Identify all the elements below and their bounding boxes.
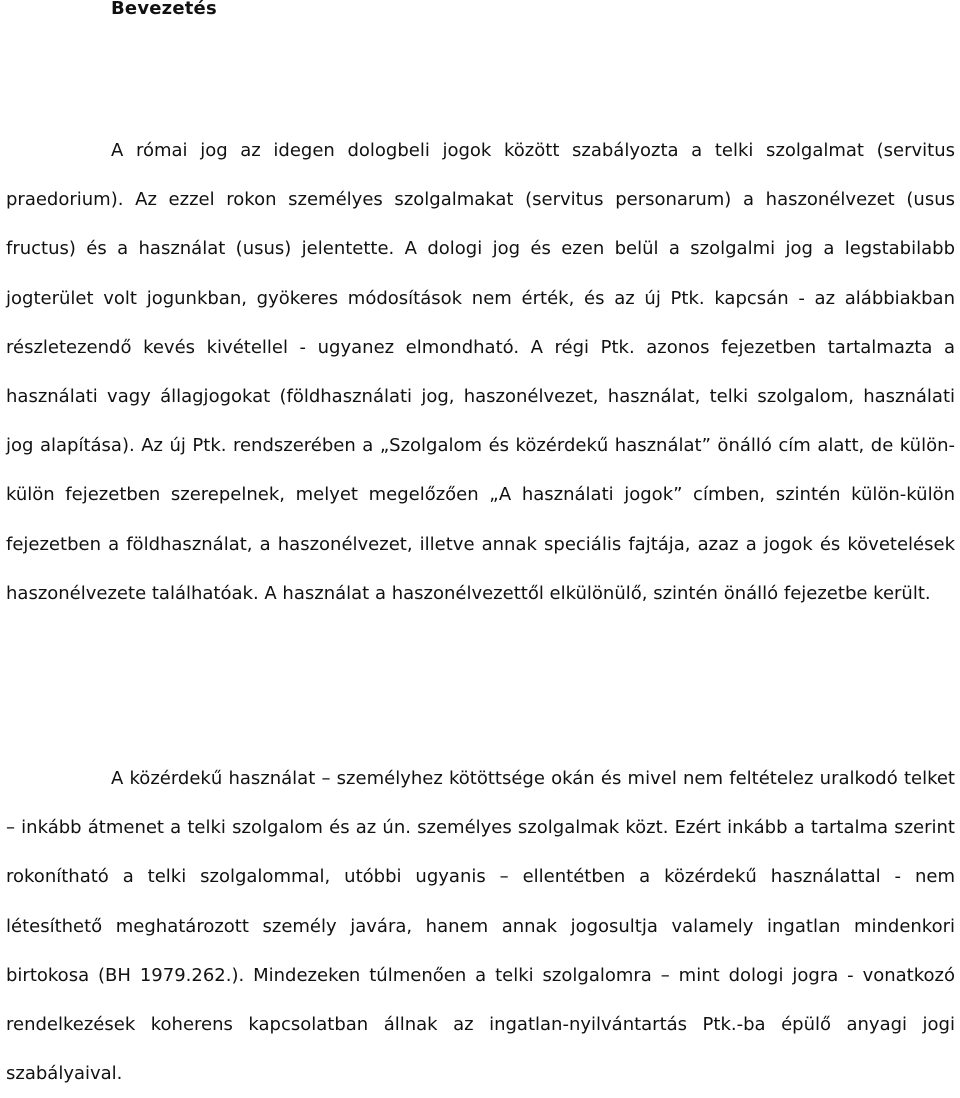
paragraph-1: A római jog az idegen dologbeli jogok között szabályozta a telki szolgalmat (servitus praedorium). Az ezzel rokon személyes szolgalmakat (servitus personarum) a haszonélvezet (usus fructus) és a használat (usus) jelentette. A dologi jog és ezen belül a szolgalmi jog a legstabilabb jogterület volt jogunkban, gyökeres módosítások nem érték, és az új Ptk. kapcsán - az alábbiakban részletezendő kevés kivétellel - ugyanez elmondható. A régi Ptk. azonos fejezetben tartalmazta a használati vagy állagjogokat (földhasználati jog, haszonélvezet, használat, telki szolgalom, használati jog alapítása). Az új Ptk. rendszerében a „Szolgalom és közérdekű használat” önálló cím alatt, de külön-külön fejezetben szerepelnek, melyet megelőzően „A használati jogok” címben, szintén külön-külön fejezetben a földhasználat, a haszonélvezet, illetve annak speciális fajtája, azaz a jogok és követelések haszonélvezete találhatóak. A használat a haszonélvezettől elkülönülő, szintén önálló fejezetbe került. [6,140,955,604]
document-heading: Bevezetés [111,0,217,19]
paragraph-2: A közérdekű használat – személyhez kötöttsége okán és mivel nem feltételez uralkodó telket – inkább átmenet a telki szolgalom és az ún. személyes szolgalmak közt. Ezért inkább a tartalma szerint rokonítható a telki szolgalommal, utóbbi ugyanis – ellentétben a közérdekű használattal - nem létesíthető meghatározott személy javára, hanem annak jogosultja valamely ingatlan mindenkori birtokosa (BH 1979.262.). Mindezeken túlmenően a telki szolgalomra – mint dologi jogra - vonatkozó rendelkezések koherens kapcsolatban állnak az ingatlan-nyilvántartás Ptk.-ba épülő anyagi jogi szabályaival. [6,768,955,1085]
